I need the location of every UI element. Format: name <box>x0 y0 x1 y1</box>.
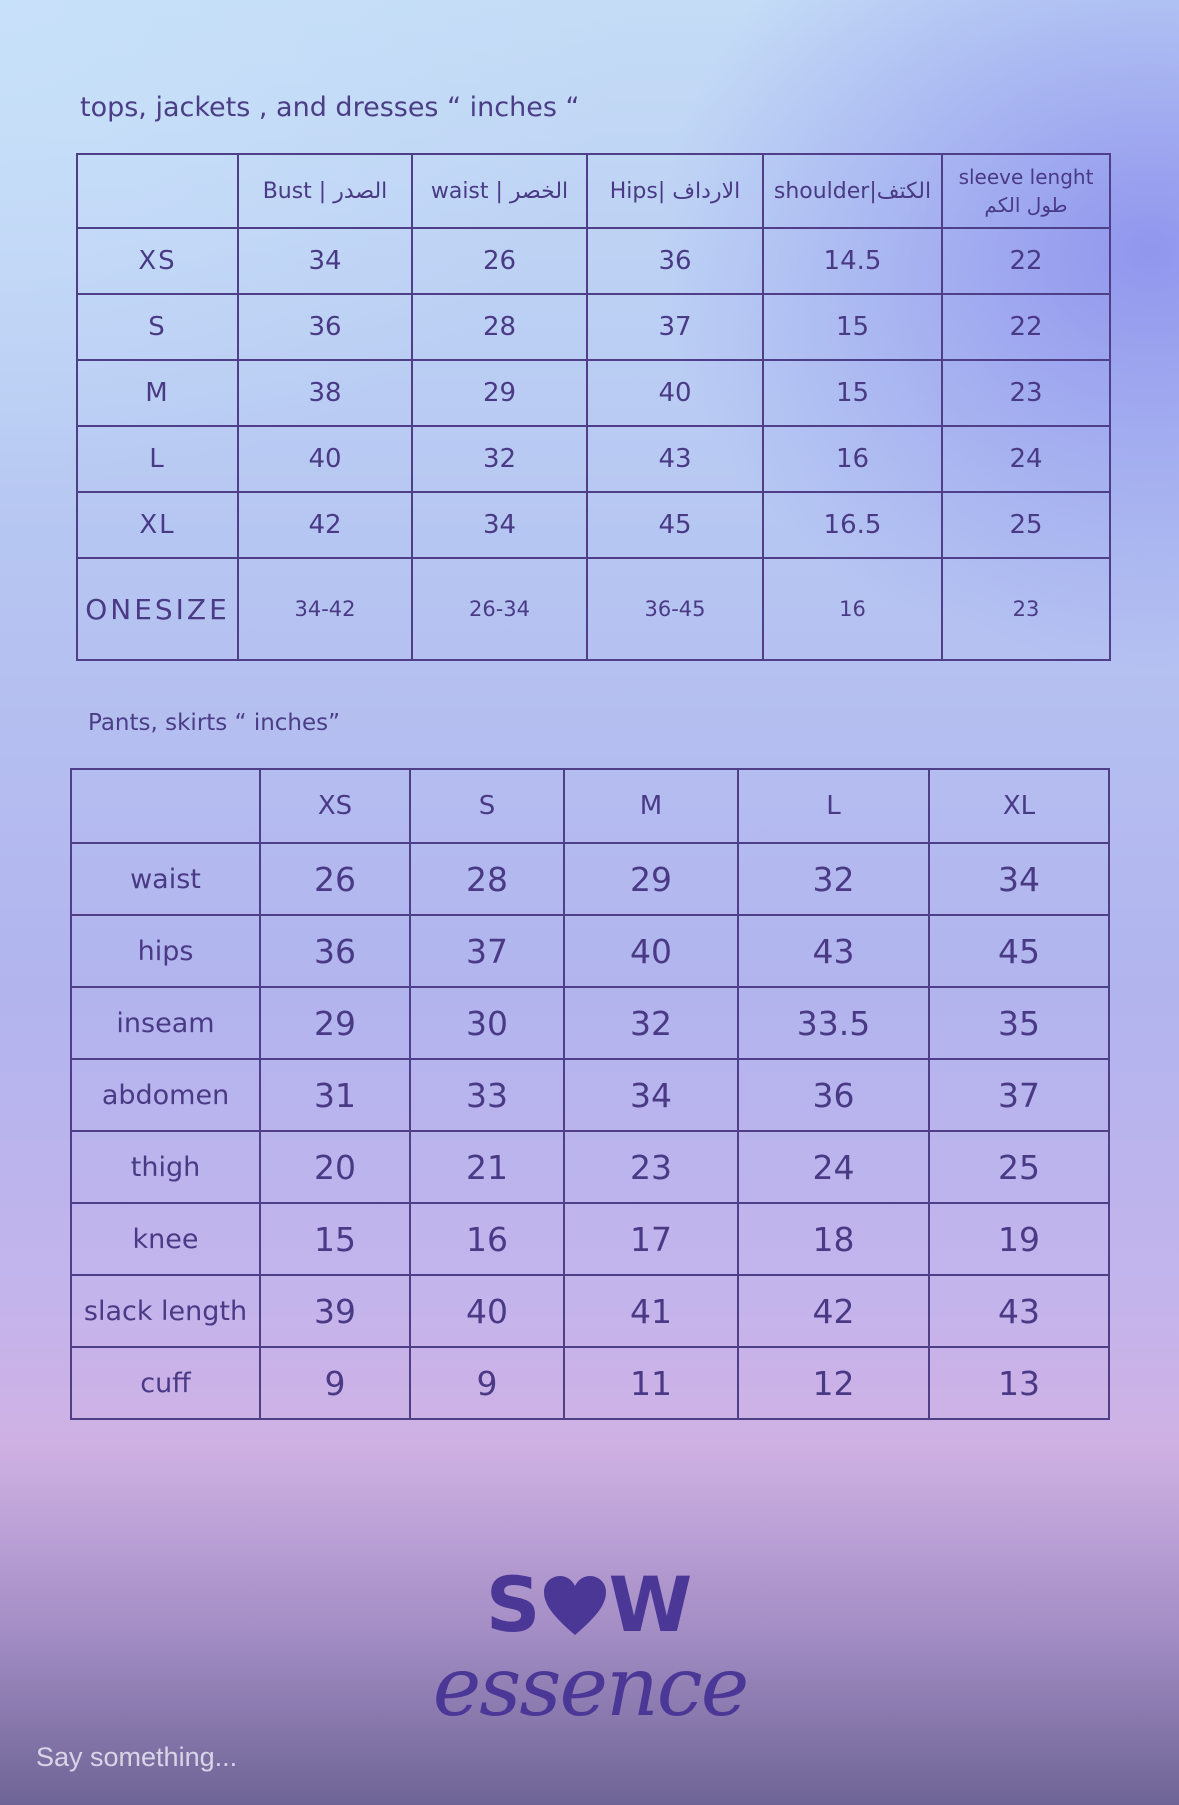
table-row <box>77 426 1110 492</box>
pants-header-size: XS <box>260 769 410 843</box>
table-cell: 14.5 <box>763 228 942 294</box>
table-cell: 18 <box>738 1203 929 1275</box>
table-cell: 32 <box>738 843 929 915</box>
table-cell: 23 <box>564 1131 738 1203</box>
table-cell: 40 <box>238 426 412 492</box>
table-row <box>71 987 1109 1059</box>
table-cell: 34 <box>412 492 587 558</box>
message-input[interactable]: Say something... <box>36 1742 238 1772</box>
table-cell: 32 <box>564 987 738 1059</box>
tops-header-row <box>77 154 1110 228</box>
table-cell: 9 <box>260 1347 410 1419</box>
table-cell: 26 <box>412 228 587 294</box>
table-cell: 34 <box>564 1059 738 1131</box>
size-label: S <box>77 294 238 360</box>
table-cell: 22 <box>942 228 1110 294</box>
table-cell: 16 <box>410 1203 564 1275</box>
table-cell: 24 <box>738 1131 929 1203</box>
table-cell: 26 <box>260 843 410 915</box>
table-cell: 30 <box>410 987 564 1059</box>
logo-letter-s: S <box>485 1560 543 1649</box>
table-cell: 11 <box>564 1347 738 1419</box>
table-cell: 35 <box>929 987 1109 1059</box>
measure-label: hips <box>71 915 260 987</box>
table-cell: 36 <box>587 228 763 294</box>
table-cell: 42 <box>238 492 412 558</box>
pants-header-size: XL <box>929 769 1109 843</box>
table-row <box>71 1059 1109 1131</box>
table-cell: 37 <box>410 915 564 987</box>
tops-header-waist: waist | الخصر <box>412 154 587 228</box>
table-cell: 21 <box>410 1131 564 1203</box>
table-row <box>71 1275 1109 1347</box>
table-cell: 13 <box>929 1347 1109 1419</box>
table-cell: 43 <box>929 1275 1109 1347</box>
table-cell: 34 <box>238 228 412 294</box>
table-cell: 40 <box>410 1275 564 1347</box>
table-cell: 29 <box>564 843 738 915</box>
tops-size-table <box>76 153 1111 661</box>
tops-header-bust: Bust | الصدر <box>238 154 412 228</box>
table-row <box>77 294 1110 360</box>
table-row <box>71 1131 1109 1203</box>
table-cell: 16.5 <box>763 492 942 558</box>
table-cell: 25 <box>929 1131 1109 1203</box>
measure-label: knee <box>71 1203 260 1275</box>
table-row <box>71 843 1109 915</box>
table-cell: 24 <box>942 426 1110 492</box>
table-cell: 36-45 <box>587 558 763 660</box>
table-cell: 15 <box>763 360 942 426</box>
size-label: M <box>77 360 238 426</box>
table-cell: 15 <box>260 1203 410 1275</box>
size-label: XS <box>77 228 238 294</box>
table-cell: 37 <box>929 1059 1109 1131</box>
table-cell: 39 <box>260 1275 410 1347</box>
table-cell: 45 <box>929 915 1109 987</box>
table-cell: 34 <box>929 843 1109 915</box>
tops-header-sleeve <box>942 154 1110 228</box>
table-cell: 42 <box>738 1275 929 1347</box>
table-cell: 43 <box>587 426 763 492</box>
table-cell: 36 <box>260 915 410 987</box>
table-row <box>71 1347 1109 1419</box>
size-label: ONESIZE <box>77 558 238 660</box>
table-row <box>71 1203 1109 1275</box>
table-cell: 32 <box>412 426 587 492</box>
table-cell: 17 <box>564 1203 738 1275</box>
table-cell: 20 <box>260 1131 410 1203</box>
tops-header-hips: Hips| الارداف <box>587 154 763 228</box>
table-cell: 31 <box>260 1059 410 1131</box>
size-label: XL <box>77 492 238 558</box>
pants-header-row <box>71 769 1109 843</box>
tops-header-corner <box>77 154 238 228</box>
tops-chart-title: tops, jackets , and dresses “ inches “ <box>80 92 580 123</box>
brand-logo <box>420 1560 760 1750</box>
pants-header-corner <box>71 769 260 843</box>
table-cell: 45 <box>587 492 763 558</box>
table-cell: 16 <box>763 426 942 492</box>
measure-label: abdomen <box>71 1059 260 1131</box>
pants-size-table <box>70 768 1110 1420</box>
table-row <box>77 228 1110 294</box>
table-cell: 26-34 <box>412 558 587 660</box>
table-cell: 16 <box>763 558 942 660</box>
table-cell: 23 <box>942 558 1110 660</box>
measure-label: cuff <box>71 1347 260 1419</box>
table-cell: 29 <box>412 360 587 426</box>
table-cell: 12 <box>738 1347 929 1419</box>
table-cell: 36 <box>238 294 412 360</box>
table-cell: 28 <box>410 843 564 915</box>
logo-letter-w: W <box>608 1560 695 1649</box>
table-cell: 40 <box>587 360 763 426</box>
pants-header-size: M <box>564 769 738 843</box>
measure-label: slack length <box>71 1275 260 1347</box>
measure-label: thigh <box>71 1131 260 1203</box>
table-cell: 41 <box>564 1275 738 1347</box>
table-cell: 22 <box>942 294 1110 360</box>
table-row <box>77 558 1110 660</box>
pants-header-size: L <box>738 769 929 843</box>
table-row <box>77 492 1110 558</box>
table-cell: 23 <box>942 360 1110 426</box>
table-cell: 43 <box>738 915 929 987</box>
measure-label: inseam <box>71 987 260 1059</box>
table-cell: 15 <box>763 294 942 360</box>
pants-chart-title: Pants, skirts “ inches” <box>88 710 341 736</box>
table-cell: 33 <box>410 1059 564 1131</box>
table-cell: 34-42 <box>238 558 412 660</box>
tops-header-sleeve-ar: طول الكم <box>984 193 1068 217</box>
table-cell: 29 <box>260 987 410 1059</box>
measure-label: waist <box>71 843 260 915</box>
table-cell: 38 <box>238 360 412 426</box>
table-cell: 33.5 <box>738 987 929 1059</box>
table-cell: 40 <box>564 915 738 987</box>
table-cell: 28 <box>412 294 587 360</box>
tops-header-sleeve-en: sleeve lenght <box>958 165 1094 189</box>
table-cell: 37 <box>587 294 763 360</box>
table-cell: 19 <box>929 1203 1109 1275</box>
table-cell: 36 <box>738 1059 929 1131</box>
pants-header-size: S <box>410 769 564 843</box>
size-label: L <box>77 426 238 492</box>
table-row <box>71 915 1109 987</box>
table-row <box>77 360 1110 426</box>
logo-wordmark-script: essence <box>432 1640 748 1735</box>
table-cell: 9 <box>410 1347 564 1419</box>
table-cell: 25 <box>942 492 1110 558</box>
tops-header-shoulder: shoulder|الكتف <box>763 154 942 228</box>
